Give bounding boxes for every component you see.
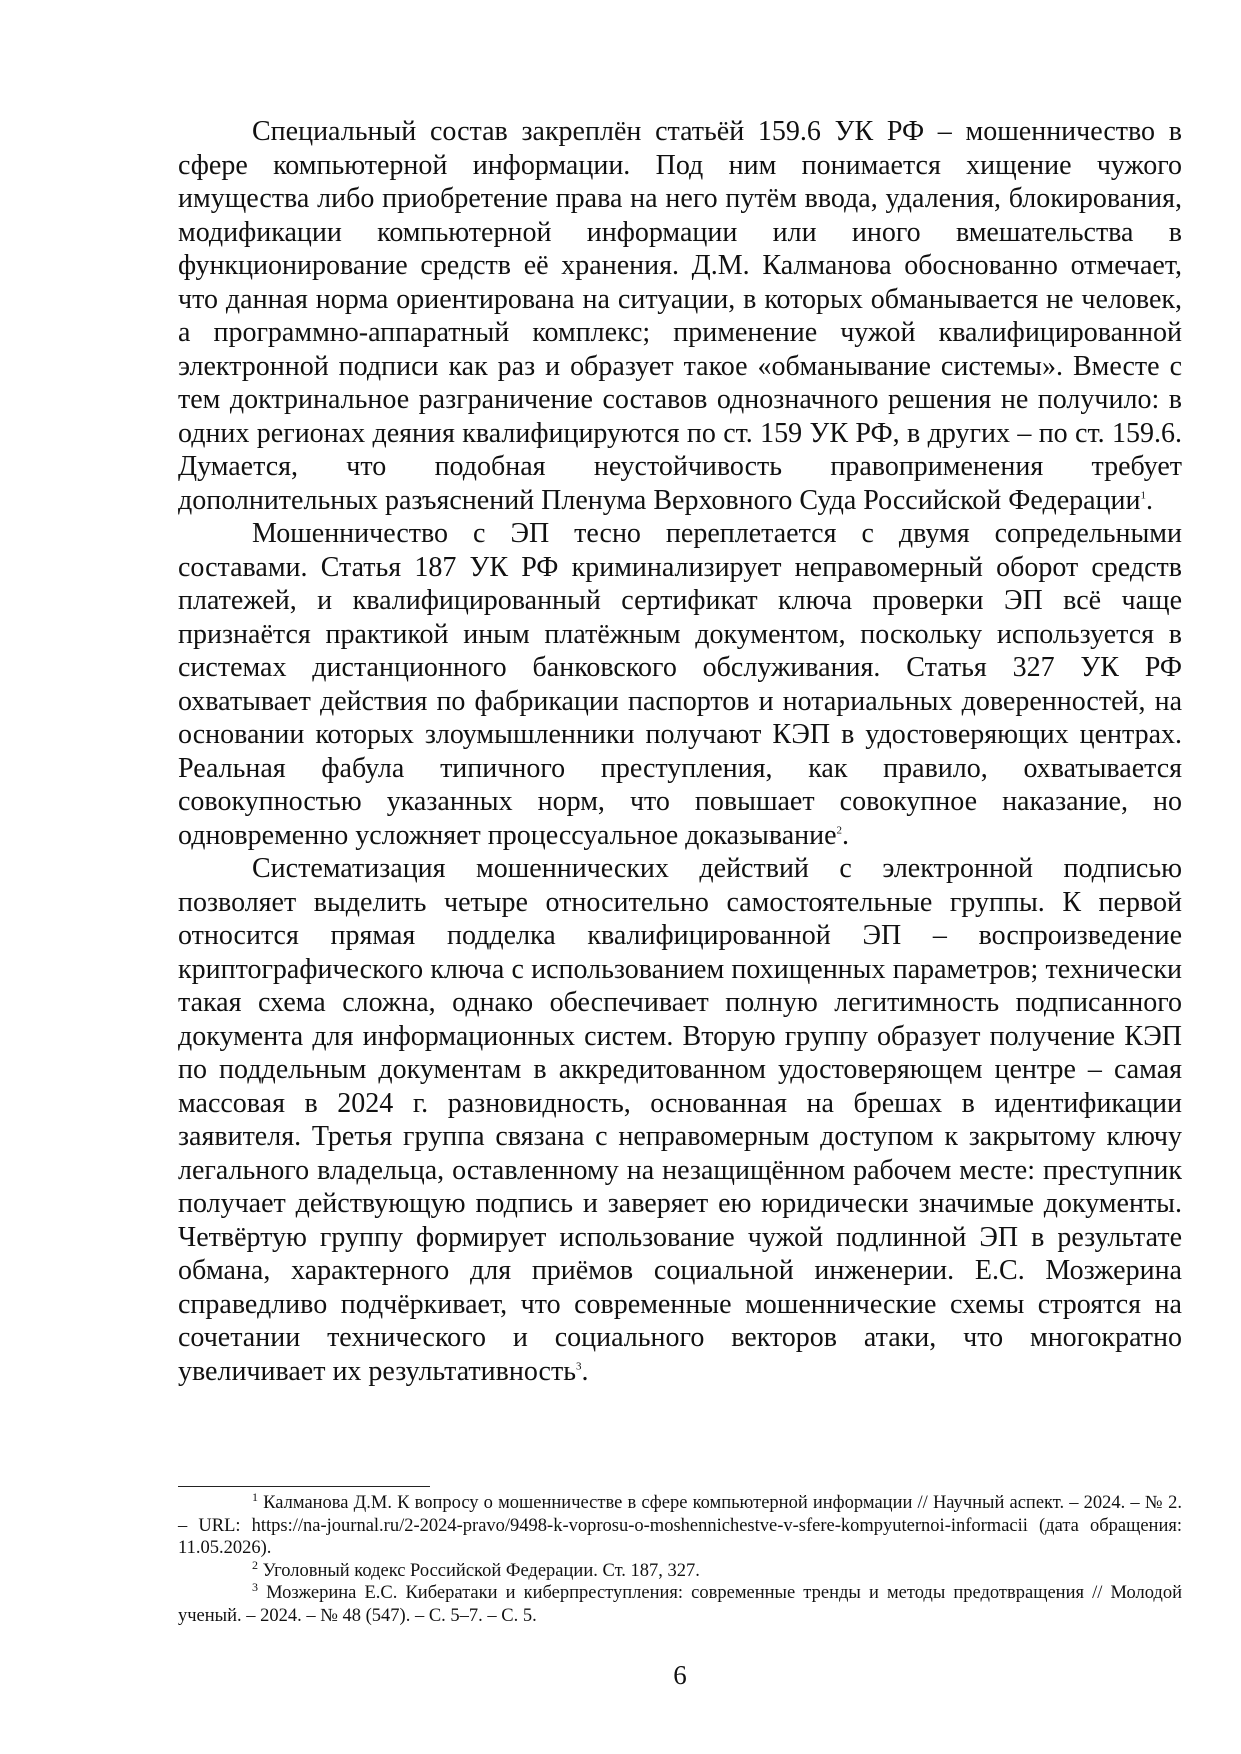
footnote <box>178 1579 1182 1627</box>
body-paragraph <box>178 517 1182 852</box>
page-number: 6 <box>673 1660 687 1690</box>
footnote <box>178 1557 1182 1583</box>
paragraph-text: Мошенничество с ЭП тесно переплетается с двумя сопредельными составами. Статья 187 УК РФ криминализирует неправомерный оборот средств платежей, и квалифицированный сертификат ключа проверки ЭП всё чаще признаётся практикой иным платёжным документом, поскольку используется в системах дистанционного банковского обслуживания. Статья 327 УК РФ охватывает действия по фабрикации паспортов и нотариальных доверенностей, на основании которых злоумышленники получают КЭП в удостоверяющих центрах. Реальная фабула типичного преступления, как правило, охватывается совокупностью указанных норм, что повышает совокупное наказание, но одновременно усложняет процессуальное доказывание <box>178 518 1182 851</box>
paragraph-tail: . <box>842 819 850 851</box>
paragraph-text: Специальный состав закреплён статьёй 159.6 УК РФ – мошенничество в сфере компьютерной информации. Под ним понимается хищение чужого имущества либо приобретение права на него путём ввода, удаления, блокирования, модификации компьютерной информации или иного вмешательства в функционирование средств её хранения. Д.М. Калманова обоснованно отмечает, что данная норма ориентирована на ситуации, в которых обманывается не человек, а программно-аппаратный комплекс; применение чужой квалифицированной электронной подписи как раз и образует такое «обманывание системы». Вместе с тем доктринальное разграничение составов однозначного решения не получило: в одних регионах деяния квалифицируются по ст. 159 УК РФ, в других – по ст. 159.6. Думается, что подобная неустойчивость правоприменения требует дополнительных разъяснений Пленума Верховного Суда Российской Федерации <box>178 116 1182 516</box>
document-body <box>178 115 1182 1388</box>
footnote-reference[interactable]: 3 <box>575 1360 582 1373</box>
footnotes <box>178 1489 1183 1627</box>
body-paragraph <box>178 852 1182 1388</box>
footnote-text: Уголовный кодекс Российской Федерации. Ст. 187, 327. <box>262 1560 700 1581</box>
body-paragraph <box>178 115 1182 517</box>
footnote <box>178 1489 1183 1560</box>
footnote-reference[interactable]: 1 <box>1140 489 1146 502</box>
footnote-number: 1 <box>252 1489 258 1504</box>
paragraph-tail: . <box>581 1355 589 1387</box>
footnote-text: Калманова Д.М. К вопросу о мошенничестве в сфере компьютерной информации // Научный аспект. – 2024. – № 2. – URL: https://na-journal.ru/2-2024-pravo/9498-k-voprosu-o-moshennichestve-v-sfere-kompyuternoi-informacii (дата обращения: 11.05.2026). <box>178 1493 1183 1558</box>
footnote-text: Мозжерина Е.С. Кибератаки и киберпреступления: современные тренды и методы предотвращения // Молодой ученый. – 2024. – № 48 (547). – С. 5–7. – С. 5. <box>178 1583 1182 1626</box>
footnote-number: 3 <box>252 1579 258 1594</box>
footnote-number: 2 <box>252 1557 258 1572</box>
footnote-reference[interactable]: 2 <box>836 824 843 837</box>
footnote-separator <box>178 1486 430 1487</box>
paragraph-text: Систематизация мошеннических действий с электронной подписью позволяет выделить четыре относительно самостоятельные группы. К первой относится прямая подделка квалифицированной ЭП – воспроизведение криптографического ключа с использованием похищенных параметров; технически такая схема сложна, однако обеспечивает полную легитимность подписанного документа для информационных систем. Вторую группу образует получение КЭП по поддельным документам в аккредитованном удостоверяющем центре – самая массовая в 2024 г. разновидность, основанная на брешах в идентификации заявителя. Третья группа связана с неправомерным доступом к закрытому ключу легального владельца, оставленному на незащищённом рабочем месте: преступник получает действующую подпись и заверяет ею юридически значимые документы. Четвёртую группу формирует использование чужой подлинной ЭП в результате обмана, характерного для приёмов социальной инженерии. Е.С. Мозжерина справедливо подчёркивает, что современные мошеннические схемы строятся на сочетании технического и социального векторов атаки, что многократно увеличивает их результативность <box>178 853 1182 1387</box>
paragraph-tail: . <box>1146 484 1153 516</box>
